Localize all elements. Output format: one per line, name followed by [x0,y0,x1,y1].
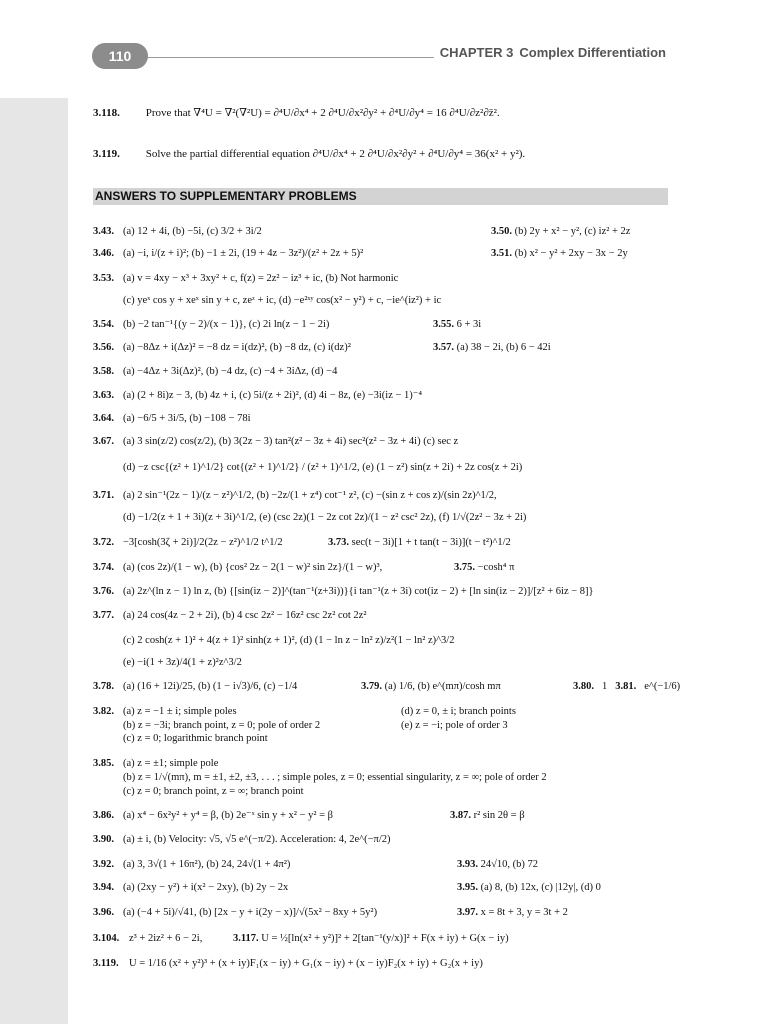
answer-row [93,536,283,549]
answer-number: 3.72. [93,537,114,548]
answer-row [93,771,547,784]
answer-number: 3.75. [454,562,475,573]
answer-number: 3.57. [433,342,454,353]
answer-text: (a) 38 − 2i, (b) 6 − 42i [456,342,551,353]
answer-text: (a) (16 + 12i)/25, (b) (1 − i√3)/6, (c) −1/4 [123,681,298,692]
answer-number: 3.58. [93,366,114,377]
answer-number: 3.64. [93,413,114,424]
answer-text: (a) (2 + 8i)z − 3, (b) 4z + i, (c) 5i/(z + 2i)², (d) 4i − 8z, (e) −3i(iz − 1)⁻⁴ [123,390,422,401]
answer-number: 3.94. [93,882,114,893]
answer-number: 3.74. [93,562,114,573]
answer-text: (a) 1/6, (b) e^(mπ)/cosh mπ [384,681,501,692]
answer-number: 3.43. [93,226,114,237]
answer-text: (c) z = 0; logarithmic branch point [123,733,268,744]
answer-row [93,247,363,260]
answer-text: (a) ± i, (b) Velocity: √5, √5 e^(−π/2). Acceleration: 4, 2e^(−π/2) [123,834,391,845]
answer-row [93,341,351,354]
answer-number: 3.85. [93,758,114,769]
answer-number: 3.80. [573,681,594,692]
answer-row [93,881,288,894]
answer-text: (a) −i, i/(z + i)²; (b) −1 ± 2i, (19 + 4z − 3z²)/(z² + 2z + 5)² [123,248,364,259]
answer-number: 3.76. [93,586,114,597]
answer-text: 6 + 3i [456,319,482,330]
answer-number: 3.119. [93,958,119,969]
answer-number: 3.53. [93,273,114,284]
answer-text: (b) 2y + x² − y², (c) iz² + 2z [514,226,631,237]
answer-text: (a) −8Δz + i(Δz)² = −8 dz = i(dz)², (b) −8 dz, (c) i(dz)² [123,342,351,353]
answer-number: 3.93. [457,859,478,870]
answer-text: (a) (−4 + 5i)/√41, (b) [2x − y + i(2y − x)]/√(5x² − 8xy + 5y²) [123,907,378,918]
running-header [434,45,666,60]
answer-row [93,906,377,919]
answer-text: (c) yeˣ cos y + xeˣ sin y + c, zeᶻ + ic, (d) −e²ˣʸ cos(x² − y²) + c, −ie^(iz²) + ic [123,295,442,306]
answer-text: (a) −6/5 + 3i/5, (b) −108 − 78i [123,413,251,424]
answer-text: (a) x⁴ − 6x²y² + y⁴ = β, (b) 2e⁻ˣ sin y + x² − y² = β [123,810,334,821]
answer-row [93,957,483,970]
answer-right-column [361,680,501,693]
answer-text: (a) 8, (b) 12x, (c) |12y|, (d) 0 [480,882,601,893]
answer-text: (a) 24 cos(4z − 2 + 2i), (b) 4 csc 2z² − 16z² csc 2z² cot 2z² [123,610,367,621]
answer-right-column [433,318,481,331]
answer-row [93,511,526,524]
problem-3-119 [93,147,525,161]
answer-number: 3.82. [93,706,114,717]
answer-text: (d) −z csc{(z² + 1)^1/2} cot{(z² + 1)^1/2} / (z² + 1)^1/2, (e) (1 − z²) sin(z + 2i) + 2z cos(z + 2i) [123,462,523,473]
answer-text: (a) 2z^(ln z − 1) ln z, (b) {[sin(iz − 2)]^(tan⁻¹(z+3i))}{i tan⁻¹(z + 3i) cot(iz − 2) + [ln sin(iz − 2)]/[z² + 6iz − 8]} [123,586,594,597]
answer-row [93,634,454,647]
answer-text: e^(−1/6) [644,681,681,692]
answer-row [93,365,337,378]
problem-text: Prove that ∇⁴U = ∇²(∇²U) = ∂⁴U/∂x⁴ + 2 ∂⁴U/∂x²∂y² + ∂⁴U/∂y⁴ = 16 ∂⁴U/∂z²∂z̄². [145,107,500,119]
answer-right-column [233,932,509,945]
answer-row [93,609,366,622]
answer-number: 3.86. [93,810,114,821]
answer-number: 3.56. [93,342,114,353]
chapter-title: Complex Differentiation [519,45,666,60]
answer-row [93,719,320,732]
answer-row [93,809,333,822]
answer-row [93,225,262,238]
answer-right-column [457,881,601,894]
answer-text: U = 1/16 (x² + y²)³ + (x + iy)F₁(x − iy) + G₁(x − iy) + (x − iy)F₂(x + iy) + G₂(x + iy) [129,958,483,969]
answer-right-column [457,906,568,919]
answer-row [93,561,382,574]
answer-text: 24√10, (b) 72 [480,859,539,870]
answer-right-column [328,536,511,549]
answer-text: −3[cosh(3ζ + 2i)]/2(2z − z²)^1/2 t^1/2 [123,537,283,548]
answer-right-column [454,561,514,574]
problem-3-118 [93,106,500,120]
answer-row [93,294,441,307]
answer-text: (e) −i(1 + 3z)/4(1 + z)²z^3/2 [123,657,242,668]
answer-text: (a) 3, 3√(1 + 16π²), (b) 24, 24√(1 + 4π²) [123,859,291,870]
answer-text: (a) 12 + 4i, (b) −5i, (c) 3/2 + 3i/2 [123,226,262,237]
answer-number: 3.54. [93,319,114,330]
answer-text: (b) x² − y² + 2xy − 3x − 2y [514,248,628,259]
answer-text: (a) z = −1 ± i; simple poles [123,706,237,717]
answer-text: x = 8t + 3, y = 3t + 2 [480,907,568,918]
page-margin-band [0,98,68,1024]
answer-text: (c) z = 0; branch point, z = ∞; branch point [123,786,304,797]
answer-right-column [450,809,525,822]
answer-row [93,732,268,745]
answer-text: (b) z = −3i; branch point, z = 0; pole of order 2 [123,720,321,731]
answer-row [93,412,251,425]
answer-number: 3.71. [93,490,114,501]
answer-number: 3.97. [457,907,478,918]
answer-text: (d) −1/2(z + 1 + 3i)(z + 3i)^1/2, (e) (csc 2z)(1 − 2z cot 2z)/(1 − z² csc² 2z), (f) 1/√(2z² − 3z + 2i) [123,512,527,523]
answer-right-column [491,225,630,238]
answer-text: sec(t − 3i)[1 + t tan(t − 3i)](t − t²)^1/2 [351,537,511,548]
answer-number: 3.67. [93,436,114,447]
answer-row [93,318,329,331]
answer-number: 3.87. [450,810,471,821]
answer-row-extra [573,680,688,693]
answer-number: 3.46. [93,248,114,259]
answer-subpart: (e) z = −i; pole of order 3 [401,720,508,731]
answer-number: 3.90. [93,834,114,845]
answer-row [93,435,458,448]
answer-number: 3.51. [491,248,512,259]
answer-number: 3.104. [93,933,120,944]
answer-number: 3.79. [361,681,382,692]
answer-text: (a) −4Δz + 3i(Δz)², (b) −4 dz, (c) −4 + 3iΔz, (d) −4 [123,366,338,377]
answer-text: (a) 3 sin(z/2) cos(z/2), (b) 3(2z − 3) tan²(z² − 3z + 4i) sec²(z² − 3z + 4i) (c) sec z [123,436,459,447]
answer-text: (a) (2xy − y²) + i(x² − 2xy), (b) 2y − 2x [123,882,289,893]
answer-text: (a) (cos 2z)/(1 − w), (b) {cos² 2z − 2(1 − w)² sin 2z}/(1 − w)³, [123,562,383,573]
answer-row [93,489,497,502]
problem-number: 3.119. [93,148,120,160]
answer-row [93,833,390,846]
answer-right-column [491,247,628,260]
answer-text: U = ½[ln(x² + y²)]² + 2[tan⁻¹(y/x)]² + F(x + iy) + G(x − iy) [261,933,509,944]
answer-text: z³ + 2iz² + 6 − 2i, [129,933,203,944]
answer-number: 3.73. [328,537,349,548]
answer-number: 3.50. [491,226,512,237]
answer-text: (c) 2 cosh(z + 1)² + 4(z + 1)² sinh(z + 1)², (d) (1 − ln z − ln² z)/z²(1 − ln² z)^3/2 [123,635,455,646]
answer-row [93,757,218,770]
answer-number: 3.55. [433,319,454,330]
answer-right-column [457,858,538,871]
answer-number: 3.63. [93,390,114,401]
chapter-label: CHAPTER 3 [439,45,514,60]
answer-row [93,389,422,402]
answer-number: 3.96. [93,907,114,918]
answer-number: 3.81. [615,681,637,692]
answer-subpart: (d) z = 0, ± i; branch points [401,706,516,717]
answer-text: r² sin 2θ = β [473,810,525,821]
answer-text: 1 [602,681,608,692]
answer-row [93,932,202,945]
answer-text: (a) 2 sin⁻¹(2z − 1)/(z − z²)^1/2, (b) −2z/(1 + z⁴) cot⁻¹ z², (c) −(sin z + cos z)/(sin 2z)^1/2, [123,490,497,501]
answer-number: 3.77. [93,610,114,621]
answer-text: (a) v = 4xy − x³ + 3xy² + c, f(z) = 2z² − iz³ + ic, (b) Not harmonic [123,273,399,284]
problem-number: 3.118. [93,107,120,119]
problem-text: Solve the partial differential equation ∂⁴U/∂x⁴ + 2 ∂⁴U/∂x²∂y² + ∂⁴U/∂y⁴ = 36(x² + y²). [145,148,526,160]
answer-row [93,272,398,285]
answer-text: (b) −2 tan⁻¹{(y − 2)/(x − 1)}, (c) 2i ln(z − 1 − 2i) [123,319,330,330]
answer-number: 3.92. [93,859,114,870]
section-heading: ANSWERS TO SUPPLEMENTARY PROBLEMS [93,188,668,205]
answer-text: (a) z = ±1; simple pole [123,758,219,769]
answer-row [93,656,242,669]
answer-row [93,680,297,693]
answer-right-column [433,341,551,354]
answer-number: 3.117. [233,933,259,944]
answer-row [93,585,594,598]
page-number: 110 [92,43,148,69]
answer-row [93,858,290,871]
answer-number: 3.95. [457,882,478,893]
answer-row [93,785,304,798]
answer-row [93,461,522,474]
answer-text: −cosh⁴ π [477,562,515,573]
answer-number: 3.78. [93,681,114,692]
answer-text: (b) z = 1/√(mπ), m = ±1, ±2, ±3, . . . ; simple poles, z = 0; essential singularity, z = ∞; pole of order 2 [123,772,547,783]
answer-row [93,705,237,718]
